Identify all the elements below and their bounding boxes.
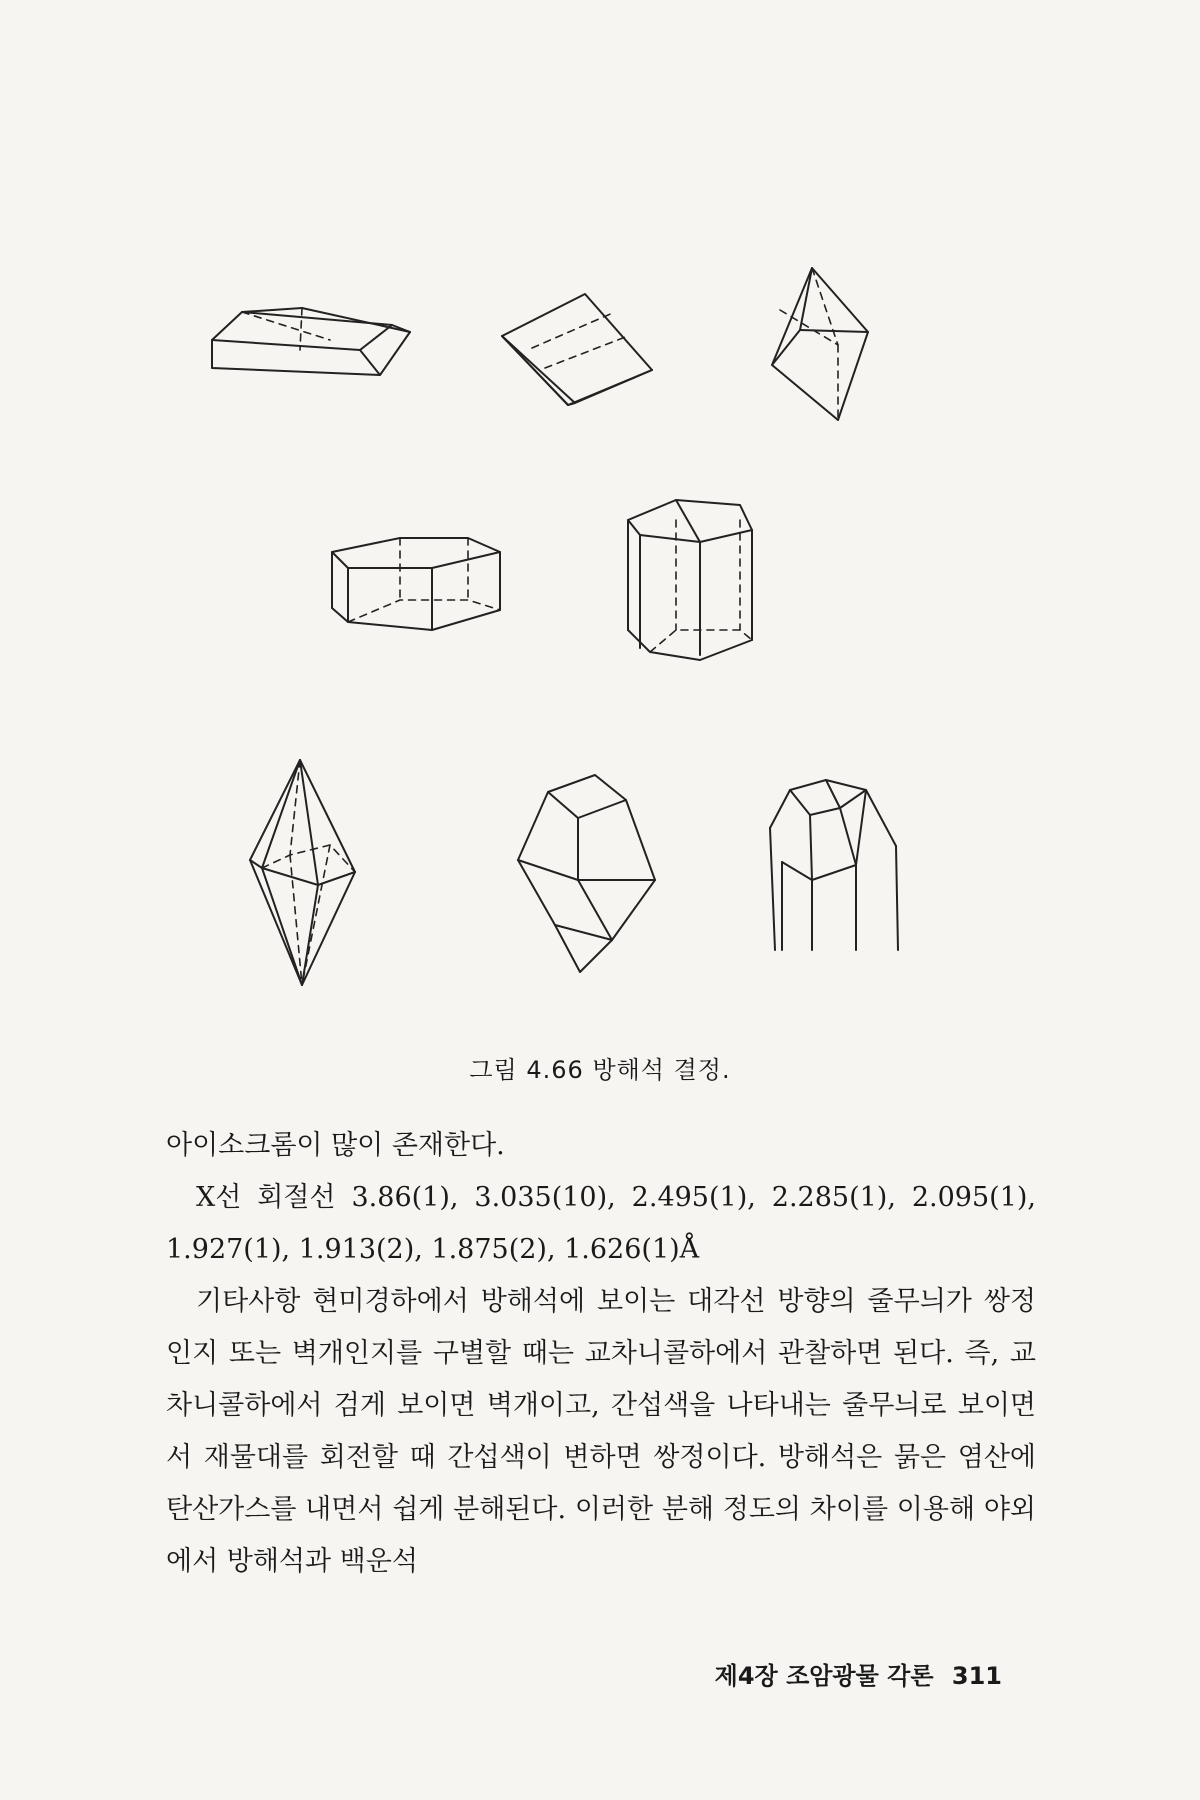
page-number: 311 [951,1662,1002,1690]
figure-caption: 그림 4.66 방해석 결정. [469,1056,731,1084]
paragraph-other [166,1276,1036,1588]
crystal-rhombohedron-flat [212,308,410,375]
paragraph-xray [166,1172,1036,1276]
crystal-hexagonal-prism-tall [628,500,752,660]
chapter-title: 제4장 조암광물 각론 [714,1662,934,1690]
crystal-scalenohedron [250,760,355,985]
crystal-prism-rhombohedron-combination [518,775,655,972]
other-label: 기타사항 [196,1286,301,1317]
paragraph-isochrome: 아이소크롬이 많이 존재한다. [166,1130,505,1161]
xray-values: 3.86(1), 3.035(10), 2.495(1), 2.285(1), 2.095(1), 1.927(1), 1.913(2), 1.875(2), 1.626(1)Å [166,1182,1036,1265]
crystal-rhombohedron-steep [772,268,868,420]
other-body: 현미경하에서 방해석에 보이는 대각선 방향의 줄무늬가 쌍정인지 또는 벽개인지를 구별할 때는 교차니콜하에서 관찰하면 된다. 즉, 교차니콜하에서 검게 보이면 벽개이고, 간섭색을 나타내는 줄무늬로 보이면서 재물대를 회전할 때 간섭색이 변하면 쌍정이다. 방해석은 묽은 염산에 탄산가스를 내면서 쉽게 분해된다. 이러한 분해 정도의 차이를 이용해 야외에서 방해석과 백운석 [166,1286,1036,1577]
crystal-hexagonal-prism-short [332,538,500,630]
body-text [166,1120,1036,1588]
crystal-prism-with-rhombohedral-cap [770,780,898,950]
crystal-rhombohedron-tilted [502,294,652,405]
xray-label: X선 회절선 [196,1182,336,1213]
page-footer [705,1656,1002,1691]
